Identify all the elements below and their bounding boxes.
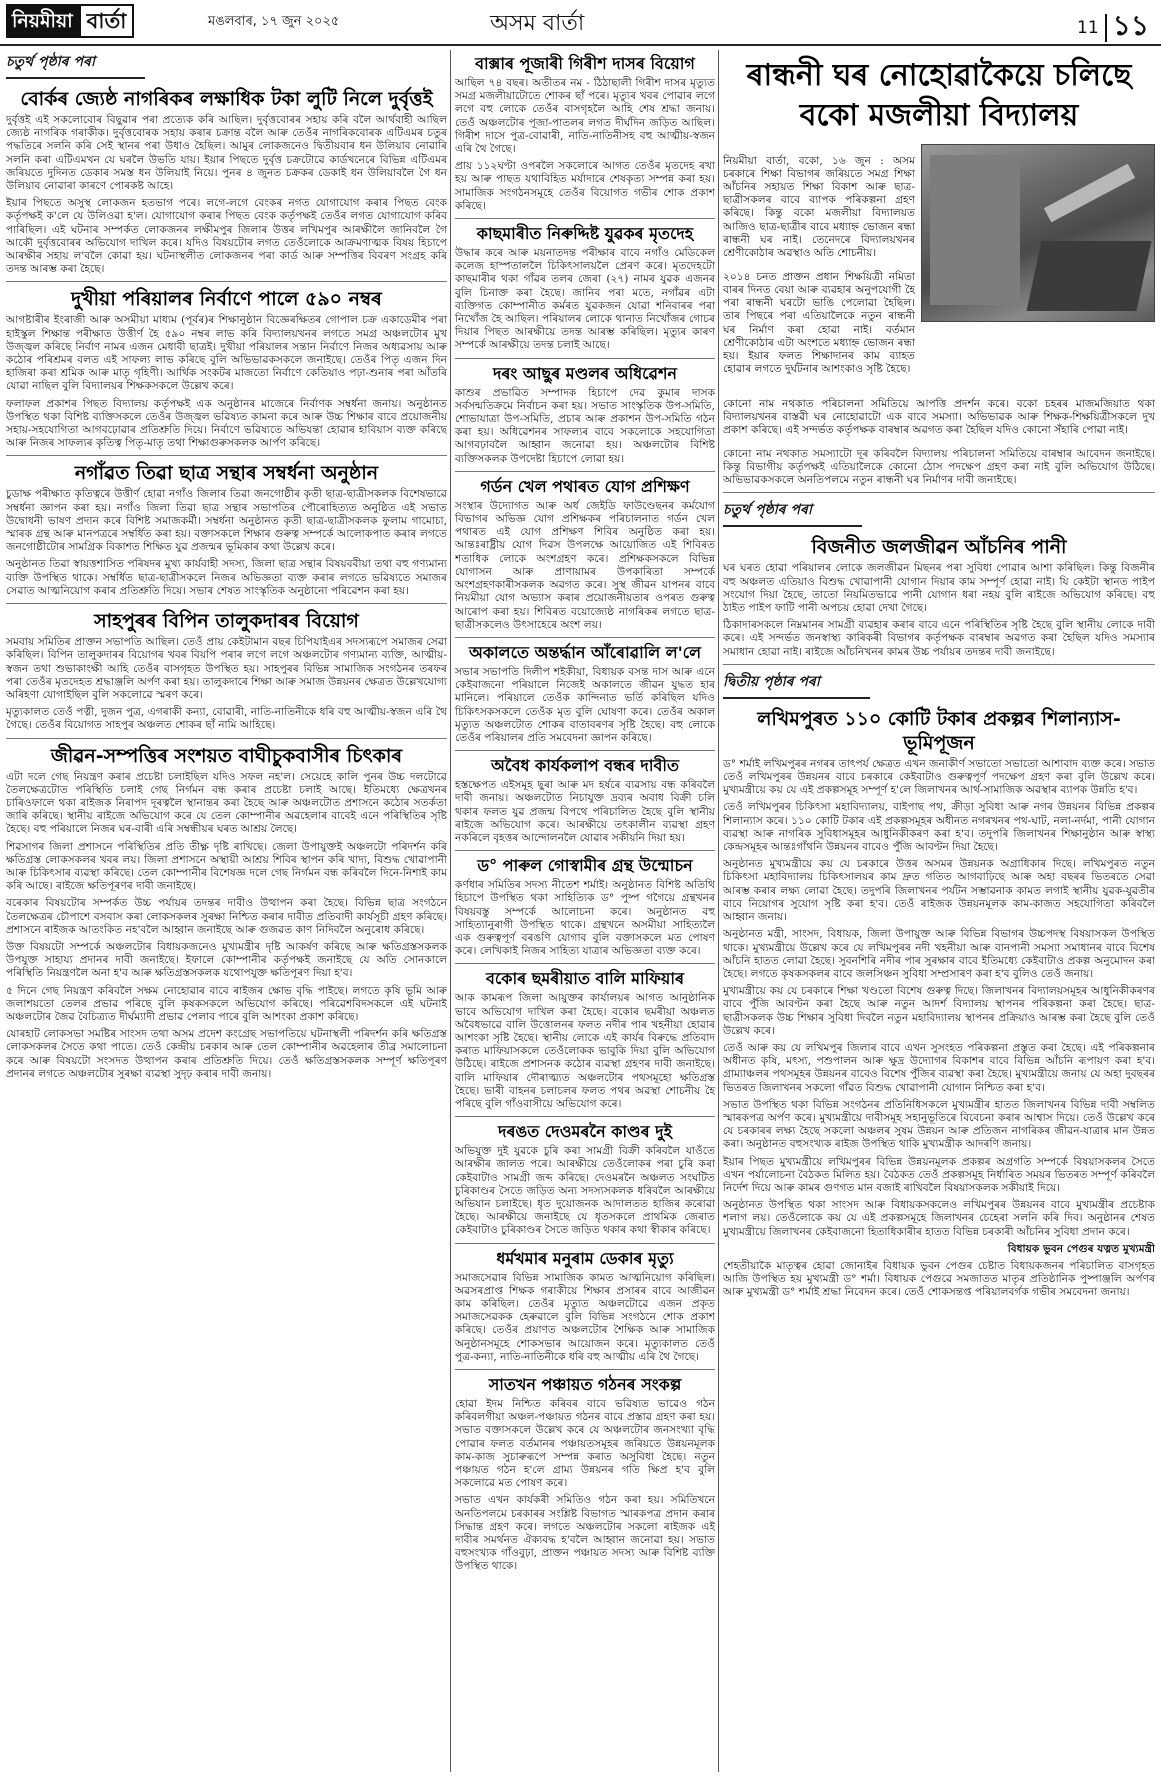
headline: জীৱন-সম্পত্তিৰ সংশয়ত বাঘীচুকবাসীৰ চিৎকাৰ [50,744,403,767]
dateline: মঙলবাৰ, ১৭ জুন ২০২৫ [208,14,340,29]
column-divider [718,50,719,1772]
headline: দৰঙত দেওমৰনৈ কাণ্ডৰ দুই [498,1122,672,1142]
article-paragraph: কৰ্ণধাৰ সমিতিৰ সদস্য নীতেশ শৰ্মাই। অনুষ্ঠানত বিশিষ্ট অতিথি হিচাপে উপস্থিত থকা সাহিত্যিক ড° পুষ্প গগৈয়ে গ্ৰন্থখনৰ বিষয়বস্তু সম্পৰ্কে আলোচনা কৰে। অনুষ্ঠানত বহু সাহিত্যানুৰাগী উপস্থিত থাকে। গ্ৰন্থখনে অসমীয়া সাহিত্যলৈ এক গুৰুত্বপূৰ্ণ বৰঙণি যোগাব বুলি বক্তাসকলে মত পোষণ কৰে। লেখিকাই নিজৰ সাহিত্য যাত্ৰাৰ অভিজ্ঞতা ব্যক্ত কৰে। [455,879,715,958]
logo-part-2: বাৰ্তা [79,4,135,38]
headline: কাছমাৰীত নিৰুদ্দিষ্ট যুৱকৰ মৃতদেহ [476,224,694,244]
article-paragraph: আক কামৰূপ জিলা আয়ুক্তৰ কাৰ্যালয়ৰ আগত আনুষ্ঠানিক ভাবে অভিযোগ দাখিল কৰা হৈছে। বকোৰ ছমৰীয়া অঞ্চলত অবৈধভাৱে বালি উত্তোলনৰ ফলত নদীৰ পাৰ খহনীয়া হোৱাৰ আশংকা সৃষ্টি হৈছে। স্থানীয় লোকে এই কাৰ্যৰ বিৰুদ্ধে প্ৰতিবাদ কৰাত মাফিয়াসকলে তেওঁলোকক ভাবুকি দিয়া বুলি অভিযোগ উঠিছে। ৰাইজে প্ৰশাসনক কঠোৰ ব্যৱস্থা গ্ৰহণৰ দাবী জনাইছে। বালি মাফিয়াৰ দৌৰাত্ম্যত অঞ্চলটোৰ পথসমূহো ক্ষতিগ্ৰস্ত হৈছে। ভাৰী বাহনৰ চলাচলৰ ফলত পথৰ অৱস্থা শোচনীয় হৈ পৰিছে বুলি গাঁওবাসীয়ে অভিযোগ কৰে। [455,992,715,1110]
article-paragraph: প্ৰায় ১১২ঘণ্টা ওপৰলৈ সকলোৰে আগত তেওঁৰ মৃতদেহ ৰখা হয় আৰু পাছত যথাবিহিত মৰ্যাদাৰে শেষকৃত্য সম্পন্ন কৰা হয়। সামাজিক সংগঠনসমূহে তেওঁৰ বিয়োগত গভীৰ শোক প্ৰকাশ কৰিছে। [455,160,715,212]
article-paragraph: মৃত্যুকালত তেওঁ পত্নী, দুজন পুত্ৰ, এগৰাকী কন্যা, বোৱাৰী, নাতি-নাতিনীকে ধৰি বহু আত্মীয়-স্বজন এৰি থৈ গৈছে। তেওঁৰ বিয়োগত সাহপুৰ অঞ্চলত শোকৰ ছাঁ নামি আহিছে। [6,706,447,732]
article-paragraph: তেওঁ লখিমপুৰৰ চিকিৎসা মহাবিদ্যালয়, বাইপাছ পথ, ক্ৰীড়া সুবিধা আৰু নগৰ উন্নয়নৰ বিভিন্ন প্ৰকল্পৰ শিলান্যাস কৰে। ১১০ কোটি টকাৰ এই প্ৰকল্পসমূহৰ অধীনত নগৰখনৰ পথ-ঘাট, নলা-নৰ্দমা, পানী যোগান ব্যৱস্থা আৰু নাগৰিক সুবিধাসমূহৰ আধুনিকীকৰণ কৰা হ'ব। তদুপৰি জিলাখনৰ শিক্ষানুষ্ঠান আৰু স্বাস্থ্য কেন্দ্ৰসমূহৰ আন্তঃগাঁথনি উন্নয়নৰ বাবেও পুঁজি আবণ্টন দিয়া হৈছে। [723,801,1155,854]
divider [455,963,715,964]
article-paragraph: সভাত এখন কাৰ্যকৰী সমিতিও গঠন কৰা হয়। সমিতিখনে অনতিপলমে চৰকাৰৰ সংশ্লিষ্ট বিভাগত স্মাৰকপত্ৰ প্ৰদান কৰাৰ সিদ্ধান্ত গ্ৰহণ কৰে। লগতে অঞ্চলটোৰ সকলো ৰাইজক এই দাবীৰ সমৰ্থনত ঐক্যবদ্ধ হ'বলৈ আহ্বান জনোৱা হয়। সভাত বহুসংখ্যক গাঁওবুঢ়া, প্ৰাক্তন পঞ্চায়ত সদস্য আৰু বিশিষ্ট ব্যক্তি উপস্থিত থাকে। [455,1494,715,1573]
newspaper-logo [6,4,134,38]
article-paragraph: সমাজসেৱাৰ বিভিন্ন সামাজিক কামত আত্মনিয়োগ কৰিছিল। অৱসৰপ্ৰাপ্ত শিক্ষক গৰাকীয়ে শিক্ষাৰ প্ৰসাৰৰ বাবে আজীৱন কাম কৰিছিল। তেওঁৰ মৃত্যুত অঞ্চলটোৱে এজন প্ৰকৃত সমাজসেৱকক হেৰুৱালে বুলি বিভিন্ন সংগঠনে শোক প্ৰকাশ কৰিছে। তেওঁৰ প্ৰয়াণত অঞ্চলটোৰ শৈক্ষিক আৰু সামাজিক অনুষ্ঠানসমূহে শোকসভাৰ আয়োজন কৰে। মৃত্যুকালত তেওঁ পুত্ৰ-কন্যা, নাতি-নাতিনীকে ধৰি বহু আত্মীয় এৰি থৈ গৈছে। [455,1271,715,1363]
headline: নগাঁৱত তিৱা ছাত্ৰ সন্থাৰ সম্বৰ্ধনা অনুষ্ঠান [74,462,379,485]
subheading: বিধায়ক ভুবন পেগুৰ যত্নত মুখ্যমন্ত্ৰী [1007,1242,1155,1255]
article-paragraph: ইয়াৰ পিছত মুখ্যমন্ত্ৰীয়ে লখিমপুৰৰ বিভিন্ন উন্নয়নমূলক প্ৰকল্পৰ অগ্ৰগতি সম্পৰ্কে বিষয়াসকলৰ সৈতে এখন পৰ্যালোচনা বৈঠকত মিলিত হয়। বৈঠকত তেওঁ প্ৰকল্পসমূহ নিৰ্ধাৰিত সময়ৰ ভিতৰত সম্পূৰ্ণ কৰিবলৈ নিৰ্দেশ দিয়ে আৰু কামৰ গুণগত মান বজাই ৰাখিবলৈ বিষয়াসকলক সকীয়াই দিয়ে। [723,1155,1155,1194]
article-paragraph: শিৱসাগৰ জিলা প্ৰশাসনে পৰিস্থিতিৰ প্ৰতি তীক্ষ্ণ দৃষ্টি ৰাখিছে। জেলা উপায়ুক্তই অঞ্চলটো পৰিদৰ্শন কৰি ক্ষতিগ্ৰস্ত লোকসকলৰ খবৰ লয়। জিলা প্ৰশাসনে অস্থায়ী আশ্ৰয় শিবিৰ স্থাপন কৰি খাদ্য, বিশুদ্ধ খোৱাপানী আৰু চিকিৎসাৰ ব্যৱস্থা কৰিছে। তেল কোম্পানীৰ বিশেষজ্ঞ দলে গেছ নিৰ্গমন বন্ধ কৰিবলৈ দিনে-নিশাই কাম কৰি আছে। ৰাইজে ক্ষতিপূৰণৰ দাবী জনাইছে। [6,840,447,893]
headline: অবৈধ কাৰ্যকলাপ বন্ধৰ দাবীত [491,756,679,776]
article-paragraph: ঠিকাদাৰসকলে নিম্নমানৰ সামগ্ৰী ব্যৱহাৰ কৰাৰ বাবে এনে পৰিস্থিতিৰ সৃষ্টি হৈছে বুলি স্থানীয় লোকে দাবী কৰে। এই সন্দৰ্ভত জনস্বাস্থ্য কাৰিকৰী বিভাগৰ কৰ্তৃপক্ষক বাৰম্বাৰ অৱগত কৰা হৈছিল যদিও সমস্যাৰ সমাধান হোৱা নাই। ৰাইজে আঁচনিখনৰ কামৰ উচ্চ পৰ্যায়ৰ তদন্তৰ দাবী জনাইছে। [723,619,1155,658]
divider [455,850,715,851]
logo-part-1: নিয়মীয়া [6,4,79,38]
divider [723,492,1155,493]
article-paragraph: ড° শৰ্মাই লখিমপুৰৰ নগৰৰ তাৎপৰ্য ক্ষেত্ৰত এখন জনাকীৰ্ণ সভাতো সভাতো আশাবাদ ব্যক্ত কৰে। সভাত তেওঁ লখিমপুৰৰ উন্নয়নৰ বাবে চৰকাৰে কেইবাটাও গুৰুত্বপূৰ্ণ পদক্ষেপ গ্ৰহণ কৰা বুলি উল্লেখ কৰে। মুখ্যমন্ত্ৰীয়ে কয় যে এই প্ৰকল্পসমূহ সম্পূৰ্ণ হ'লে জিলাখনৰ আৰ্থ-সামাজিক অৱস্থাৰ ব্যাপক উন্নতি হ'ব। [723,757,1155,797]
lead-headline: ৰান্ধনী ঘৰ নোহোৱাকৈয়ে চলিছে বকো মজলীয়া বিদ্যালয় [746,58,1132,133]
divider [6,603,447,604]
divider [455,750,715,751]
article-paragraph: ঘৰ ঘৰত হোৱা পৰিয়ালৰ লোকে জলজীৱন মিছনৰ পৰা সুবিধা পোৱাৰ আশা কৰিছিল। কিন্তু বিজনীৰ বহু অঞ্চলত এতিয়াও বিশুদ্ধ খোৱাপানী যোগান দিয়াৰ কাম সম্পূৰ্ণ হোৱা নাই। যি কেইটা স্থানত পাইপ সংযোগ দিয়া হৈছে, তাতো নিয়মিতভাৱে পানী যোগান ধৰা নহয় বুলি ৰাইজে অভিযোগ কৰিছে। বহু ঠাইত পাইপ ফাটি পানী অপচয় হোৱা দেখা গৈছে। [723,562,1155,615]
news-photo [921,144,1155,322]
article-paragraph: সভাত উপস্থিত থকা বিভিন্ন সংগঠনৰ প্ৰতিনিধিসকলে মুখ্যমন্ত্ৰীৰ হাতত জিলাখনৰ বিভিন্ন দাবী সম্বলিত স্মাৰকপত্ৰ অৰ্পণ কৰে। মুখ্যমন্ত্ৰীয়ে দাবীসমূহ সহানুভূতিৰে বিবেচনা কৰাৰ আশ্বাস দিয়ে। তেওঁ উল্লেখ কৰে যে চৰকাৰৰ লক্ষ্য হৈছে সকলো অঞ্চলৰ সুষম উন্নয়ন আৰু প্ৰতিজন নাগৰিকৰ জীৱন-যাত্ৰাৰ মান উন্নত কৰা। অনুষ্ঠানত বহুসংখ্যক ৰাইজ উপস্থিত থাকি মুখ্যমন্ত্ৰীক আদৰণি জনায়। [723,1098,1155,1151]
divider [455,637,715,638]
article-paragraph: হস্তক্ষেপত এইসমূহ ছুৰা আৰু মদ হৰ্ষৰে ব্যৱসায় বন্ধ কৰিবলৈ দাবী জনায়। অঞ্চলটোত নিচাযুক্ত দ্ৰব্যৰ অবাধ বিক্ৰী চলি থকাৰ ফলত যুৱ প্ৰজন্ম বিপথে পৰিচালিত হৈছে বুলি স্থানীয় ৰাইজে অভিযোগ কৰে। আৰক্ষীয়ে তৎকালীন ব্যৱস্থা গ্ৰহণ নকৰিলে বৃহত্তৰ আন্দোলনলৈ যোৱাৰ সকীয়নি দিয়া হয়। [455,779,715,844]
continued-label: দ্বিতীয় পৃষ্ঠাৰ পৰা [723,670,870,699]
article-paragraph: শেহতীয়াকৈ মাতৃত্বৰ হোৱা জোনাইৰ বিধায়ক ভুবন পেগুৰ চেষ্টাত বিধায়কজনৰ পৰিচালিত বাসগৃহত আজি উপস্থিত হয় মুখ্যমন্ত্ৰী ড° শৰ্মা। বিধায়ক পেগুৱে সমজাতত মাতৃৰ প্ৰতিষ্ঠানিক পুষ্পাঞ্জলি অৰ্পণৰ আৰু মুখ্যমন্ত্ৰী ড° শৰ্মাই শ্ৰদ্ধা নিবেদন কৰে। তেওঁ শোকসন্তপ্ত পৰিয়ালবৰ্গক গভীৰ সমবেদনা জনায়। [723,1259,1155,1299]
headline: অকালতে অন্তৰ্দ্ধান আঁৰোৱালি ল'লে [468,642,702,662]
headline: সাতখন পঞ্চায়ত গঠনৰ সংকল্প [488,1375,682,1395]
page-number [1077,4,1149,51]
article-paragraph: চুডাক্ষ পৰীক্ষাত কৃতিত্বৰে উত্তীৰ্ণ হোৱা নগাঁও জিলাৰ তিৱা জনগোষ্ঠীৰ কৃতী ছাত্ৰ-ছাত্ৰীসকলক বিশেষভাৱে সম্বৰ্ধনা জ্ঞাপন কৰা হয়। নগাঁও জিলা তিৱা ছাত্ৰ সন্থাৰ সভাপতিৰ পৌৰোহিত্যত অনুষ্ঠিত এই সভাত উদ্বোধনী ভাষণ প্ৰদান কৰে বিশিষ্ট সমাজকৰ্মী। সম্বৰ্ধনা অনুষ্ঠানত কৃতী ছাত্ৰ-ছাত্ৰীসকলক ফুলাম গামোচা, স্মাৰক গ্ৰন্থ আৰু মানপত্ৰৰে সম্বৰ্ধিত কৰা হয়। বক্তাসকলে শিক্ষাৰ গুৰুত্ব সম্পৰ্কে আলোকপাত কৰাৰ লগতে জনগোষ্ঠীটোৰ সামগ্ৰিক বিকাশত শিক্ষিত যুৱ প্ৰজন্মৰ ভূমিকাৰ কথা উল্লেখ কৰে। [6,488,447,554]
column-divider [450,50,451,1772]
section-title: অসম বাৰ্তা [490,11,585,36]
article-paragraph: সভাৰ সভাপতি দিলীপ শইকীয়া, বিধায়ক বসন্ত দাস আৰু এনে কেইবাজনো পৰিয়ালে নিজেই অকালতে জীৱন যুদ্ধত হাৰ মানিলে। পৰিয়ালে তেওঁক কান্দিনাত ভৰ্তি কৰিছিল যদিও চিকিৎসকসকলে তেওঁক মৃত বুলি ঘোষণা কৰে। তেওঁৰ অকাল মৃত্যুত অঞ্চলটোত শোকৰ বাতাবৰণৰ সৃষ্টি হৈছে। বহু লোকে তেওঁৰ পৰিয়ালৰ প্ৰতি সমবেদনা জ্ঞাপন কৰিছে। [455,665,715,744]
column-middle [455,50,715,1770]
photo-wall-shape [930,155,1020,305]
masthead [0,0,1161,46]
article-paragraph: হোৱা ইদম নিশ্চিত কৰিবৰ বাবে ভৱিষ্যত ভাৱেও গঠন কৰিবলগীয়া অঞ্চল-পঞ্চায়ত গঠনৰ বাবে প্ৰস্তাৱ গ্ৰহণ কৰা হয়। সভাত বক্তাসকলে উল্লেখ কৰে যে অঞ্চলটোৰ জনসংখ্যা বৃদ্ধি পোৱাৰ ফলত বৰ্তমানৰ পঞ্চায়তসমূহৰ জৰিয়তে উন্নয়নমূলক কাম-কাজ সুচাৰুৰূপে সম্পন্ন কৰাত অসুবিধা হৈছে। নতুন পঞ্চায়ত গঠন হ'লে গ্ৰাম্য উন্নয়নৰ গতি ক্ষিপ্ৰ হ'ব বুলি সকলোৱে মত পোষণ কৰে। [455,1398,715,1490]
article-paragraph: কোনো নাম নথকাত সমস্যাটো দূৰ কৰিবলৈ বিদ্যালয় পৰিচালনা সমিতিয়ে বাৰম্বাৰ আবেদন জনাইছে। কিন্তু বিভাগীয় কৰ্তৃপক্ষই এতিয়ালৈকে কোনো ঠোস পদক্ষেপ গ্ৰহণ কৰা নাই বুলি অভিযোগ উঠিছে। অভিভাৱকসকলে অনতিপলমে নতুন ৰান্ধনী ঘৰ নিৰ্মাণৰ দাবী জনাইছে। [723,447,1155,487]
article-paragraph: এটা দলে গেছ নিয়ন্ত্ৰণ কৰাৰ প্ৰচেষ্টা চলাইছিল যদিও সফল নহ'ল। সেয়েহে কালি পুনৰ উচ্চ দলটোৱে তৈলক্ষেত্ৰটোত পৰিস্থিতি চলাই গেছ নিৰ্গমন বন্ধ কৰাৰ প্ৰচেষ্টা চলাই আছে। ইতিমধ্যে ক্ষেত্ৰখনৰ চাৰিওফালে থকা ৰাইজক নিৰাপদ দূৰত্বলৈ স্থানান্তৰ কৰা হৈছে আৰু অঞ্চলটোত প্ৰশাসনে কঠোৰ সতৰ্কতা জাৰি কৰিছে। স্থানীয় ৰাইজে অভিযোগ কৰে যে তেল কোম্পানীৰ অৱহেলাৰ বাবেই এনে পৰিস্থিতিৰ সৃষ্টি হৈছে। বহু পৰিয়ালে নিজৰ ঘৰ-বাৰী এৰি সম্বন্ধীয়ৰ ঘৰত আশ্ৰয় লৈছে। [6,770,447,836]
headline: দুখীয়া পৰিয়ালৰ নিৰ্বাণে পালে ৫৯০ নম্বৰ [71,288,382,311]
headline: বোৰ্কৰ জ্যেষ্ঠ নাগৰিকৰ লক্ষাধিক টকা লুটি নিলে দুৰ্বৃত্তই [20,88,433,110]
continued-label: চতুৰ্থ পৃষ্ঠাৰ পৰা [6,50,145,79]
divider [723,664,1155,665]
article-paragraph: ৫ দিনে গেছ নিয়ন্ত্ৰণ কৰিবলৈ সক্ষম নোহোৱাৰ বাবে ৰাইজৰ ক্ষোভ বৃদ্ধি পাইছে। লগতে কৃষি ভূমি আৰু জলাশয়তো তেলৰ প্ৰভাৱ পৰিছে বুলি কৃষকসকলে অভিযোগ কৰিছে। পৰিৱেশবিদসকলে এই ঘটনাই অঞ্চলটোৰ জৈৱ বৈচিত্ৰ্যত দীৰ্ঘম্যাদী প্ৰভাৱ পেলাব পাৰে বুলি আশংকা প্ৰকাশ কৰিছে। [6,984,447,1023]
article-paragraph: উদ্ধাৰ কৰে আৰু ময়নাতদন্ত পৰীক্ষাৰ বাবে নগাঁও মেডিকেল কলেজ হাস্পতাললৈ চিকিৎসালয়লৈ প্ৰেৰণ কৰে। মৃতদেহটো কাছমাৰীৰ থকা গাঁৱৰ তলৰ জেৰা (২৭) নামৰ যুৱক এজনৰ বুলি চিনাক্ত কৰা হৈছে। জানিব পৰা মতে, নগাঁৱৰ এটা ব্যক্তিগত কোম্পানীত কৰ্মৰত যুৱকজন যোৱা শনিবাৰৰ পৰা নিখোঁজ হৈ আছিল। পৰিয়ালৰ লোকে থানাত নিখোঁজৰ গোচৰ দিয়াৰ পিছত আৰক্ষীয়ে তদন্ত আৰম্ভ কৰিছিল। মৃত্যুৰ কাৰণ সম্পৰ্কে আৰক্ষীয়ে তদন্ত চলাই আছে। [455,247,715,352]
article-paragraph: মুখ্যমন্ত্ৰীয়ে কয় যে চৰকাৰে শিক্ষা খণ্ডতো বিশেষ গুৰুত্ব দিছে। জিলাখনৰ বিদ্যালয়সমূহৰ আধুনিকীকৰণৰ বাবে পুঁজি আবণ্টন কৰা হৈছে আৰু নতুন আদৰ্শ বিদ্যালয় স্থাপনৰ পৰিকল্পনা কৰা হৈছে। ছাত্ৰ-ছাত্ৰীসকলক উচ্চ শিক্ষাৰ সুবিধা দিবলৈ নতুন মহাবিদ্যালয় স্থাপনৰ প্ৰক্ৰিয়াও আৰম্ভ কৰা হৈছে বুলি তেওঁ উল্লেখ কৰে। [723,985,1155,1037]
article-paragraph: আছিল ৭৪ বছৰ। অতীতৰ নম - ঠিঠাছালী গিৰীশ দাসৰ মৃত্যুত সমগ্ৰ মজলীয়াটোতে শোকৰ ছাঁ পৰে। মৃত্যুৰ খবৰ পোৱাৰ লগে লগে বহু লোকে তেওঁৰ বাসগৃহলৈ আহি শেষ শ্ৰদ্ধা জনায়। তেওঁ অঞ্চলটোৰ পূজা-পাতলৰ লগত দীৰ্ঘদিন জড়িত আছিল। গিৰীশ দাসে পুত্ৰ-বোৱাৰী, নাতি-নাতিনীসহ বহু আত্মীয়-স্বজন এৰি থৈ গৈছে। [455,77,715,156]
headline: লখিমপুৰত ১১০ কোটি টকাৰ প্ৰকল্পৰ শিলান্যাস-ভূমিপূজন [757,707,1121,754]
article-paragraph: যোৰহাট লোকসভা সমষ্টিৰ সাংসদ তথা অসম প্ৰদেশ কংগ্ৰেছ সভাপতিয়ে ঘটনাস্থলী পৰিদৰ্শন কৰি ক্ষতিগ্ৰস্ত লোকসকলৰ সৈতে কথা পাতে। তেওঁ কেন্দ্ৰীয় চৰকাৰ আৰু তেল কোম্পানীৰ অৱহেলাৰ তীব্ৰ সমালোচনা কৰে আৰু বিষয়টো সংসদত উত্থাপন কৰাৰ প্ৰতিশ্ৰুতি দিয়ে। তেওঁ ক্ষতিগ্ৰস্তসকলক সম্পূৰ্ণ ক্ষতিপূৰণ প্ৰদানৰ লগতে অঞ্চলটোৰ সুৰক্ষা ব্যৱস্থা সুদৃঢ় কৰাৰ দাবী জনায়। [6,1028,447,1080]
article-paragraph: অনুষ্ঠানত তিৱা স্বায়ত্তশাসিত পৰিষদৰ মুখ্য কাৰ্যবাহী সদস্য, জিলা ছাত্ৰ সন্থাৰ বিষয়ববীয়া তথা বহু গণ্যমান্য ব্যক্তি উপস্থিত থাকে। সম্বৰ্ধিত ছাত্ৰ-ছাত্ৰীসকলে নিজৰ অভিজ্ঞতা ব্যক্ত কৰাৰ লগতে ভৱিষ্যতে সমাজৰ সেৱাত আত্মনিয়োগ কৰাৰ প্ৰতিশ্ৰুতি দিয়ে। সভাৰ শেষত সাংস্কৃতিক অনুষ্ঠানো পৰিৱেশন কৰা হয়। [6,558,447,597]
headline: দৰং আছুৰ মণ্ডলৰ অধিৱেশন [493,363,677,383]
page-number-divider [1105,14,1107,42]
headline: বিজনীত জলজীৱন আঁচনিৰ পানী [811,536,1067,559]
divider [6,738,447,739]
lead-article-top [723,144,1155,387]
article-paragraph: নিয়মীয়া বাৰ্তা, বকো, ১৬ জুন : অসম চৰকাৰে শিক্ষা বিভাগৰ জৰিয়তে সমগ্ৰ শিক্ষা আঁচনিৰ সহায়ত শিক্ষা বিকাশ আৰু ছাত্ৰ-ছাত্ৰীসকলৰ বাবে ব্যাপক পৰিকল্পনা গ্ৰহণ কৰিছে। কিন্তু বকো মজলীয়া বিদ্যালয়ত আজিও ছাত্ৰ-ছাত্ৰীৰ বাবে মধ্যাহ্ন ভোজন ৰন্ধা ৰান্ধনী ঘৰ নাই। তেনেদৰে বিদ্যালয়খনৰ শ্ৰেণীকোঠাৰ অৱস্থাও অতি শোচনীয়। [723,154,915,260]
column-right [723,50,1155,1770]
headline: ড° পাৰুল গোস্বামীৰ গ্ৰন্থ উন্মোচন [477,856,693,876]
photo-plank-shape [1044,164,1135,223]
article-paragraph: অনুষ্ঠানত মুখ্যমন্ত্ৰীয়ে কয় যে চৰকাৰে উত্তৰ অসমৰ উন্নয়নক অগ্ৰাধিকাৰ দিছে। লখিমপুৰত নতুন চিকিৎসা মহাবিদ্যালয় চিকিৎসালয়ৰ কাম দ্ৰুত গতিত আগবাঢ়িছে আৰু অহা বছৰৰ ভিতৰতে সেৱা আৰম্ভ কৰাৰ লক্ষ্য লোৱা হৈছে। তদুপৰি জিলাখনৰ পৰ্যটন সম্ভাৱনাক কামত লগাই স্থানীয় যুৱক-যুৱতীৰ বাবে নিয়োগৰ সুযোগ সৃষ্টি কৰা হ'ব। তেওঁ ৰাইজক উন্নয়নমূলক কাম-কাজত সহযোগিতা কৰিবলৈ আহ্বান জনায়। [723,858,1155,924]
article-paragraph: উক্ত বিষয়টো সম্পৰ্কে অঞ্চলটোৰ বিধায়কজনেও মুখ্যমন্ত্ৰীৰ দৃষ্টি আকৰ্ষণ কৰিছে আৰু ক্ষতিগ্ৰস্তসকলক উপযুক্ত সাহায্য প্ৰদানৰ দাবী জনাইছে। ইফালে কোম্পানীৰ কৰ্তৃপক্ষই জনাইছে যে অতি সোনকালে পৰিস্থিতি নিয়ন্ত্ৰণলৈ অনা হ'ব আৰু ক্ষতিগ্ৰস্তসকলক যথোপযুক্ত ক্ষতিপূৰণ দিয়া হ'ব। [6,940,447,980]
lead-article-intro [723,144,915,387]
headline: গৰ্ডন খেল পথাৰত যোগ প্ৰশিক্ষণ [480,476,690,496]
article-paragraph: ফলাফল প্ৰকাশৰ পিছত বিদ্যালয় কৰ্তৃপক্ষই এক অনুষ্ঠানৰ মাজেৰে নিৰ্বাণক সম্বৰ্ধনা জনায়। অনুষ্ঠানত উপস্থিত থকা বিশিষ্ট ব্যক্তিসকলে তেওঁৰ উজ্জ্বল ভৱিষ্যত কামনা কৰে আৰু উচ্চ শিক্ষাৰ বাবে প্ৰয়োজনীয় সহায়-সহযোগিতা আগবঢ়োৱাৰ প্ৰতিশ্ৰুতি দিয়ে। নিৰ্বাণে ভৱিষ্যতে অভিযন্তা হোৱাৰ হাবিয়াস ব্যক্ত কৰিছে আৰু নিজৰ সাফল্যৰ কৃতিত্ব পিতৃ-মাতৃ তথা শিক্ষাগুৰুসকলক আৰ্পণ কৰিছে। [6,397,447,450]
divider [455,471,715,472]
article-paragraph: ইয়াৰ পিছতে অসুস্থ লোকজন হতভাগ পৰে। লগে-লগে বেংকৰ নগত যোগাযোগ কৰাৰ পিছত বেংক কৰ্তৃপক্ষই ক'লে যে উলিওৱা হ'ল। যোগাযোগ কৰাৰ পিছত বেংক কৰ্তৃপক্ষই তেওঁৰ লগত যোগাযোগ কৰিব পাৰিছিল। এই ঘটনাৰ সম্পৰ্কত লোকজনৰ লক্ষীমপুৰ জিলাৰ উত্তৰ লখিমপুৰ আৰক্ষীলৈ জানিবলৈ গৈ আকৌ দুৰ্বৃত্তবোৰৰ অভিযোগ দাখিল কৰে। যদিও বিষয়টোৰ লগত তেওঁলোকে আক্ৰমণাত্মক বিষয় হিচাপে আৰক্ষীৰ সহায় ল'বলৈ কোৱা হয়। ঘটনাস্থলীত লোকজনৰ পৰা কাৰ্ড আৰু সম্পত্তিৰ বিবৰণ সংগ্ৰহ কৰি তদন্ত আৰম্ভ কৰা হৈছে। [6,197,447,276]
article-paragraph: দুৰ্বৃত্তই এই সকলোবোৰ বিছুৱাৰ পৰা প্ৰত্যেক কৰি আছিল। দুৰ্বৃত্তবোৰৰ সহায় কৰি বলৈ আৰ্থবাহী আছিল জ্যেষ্ঠ নাগৰিক গৰাকীক। দুৰ্বৃত্তবোৰক সহায় কৰাৰ চক্ৰান্ত বলৈ আৰু তেওঁৰ নাগৰিকবোৰক এটিএমৰ চতুৰ পদ্ধতিৰে সলনি কৰি সেই স্থানৰ পৰা উধাও হৈছিল। আমুৰ লোকজনেও দ্বিতীয়বাৰ ধন উলিয়াব নোৱাৰি সলনি কৰা এটিএমখন যে ঘৰলৈ উভতি যায়। ইয়াৰ পিছতে দুৰ্বৃত্ত চক্ৰটোৱে কাৰ্ডখনেৰে বিভিন্ন এটিএমৰ জৰিয়তে দুদিনত ডেকাৰ সমস্ত ধন উলিয়াই নিয়ে। পুনৰ ৪ জুনত চক্ৰকৰ ডেকাই ধন উলিয়াবলৈ গৈ ধন উলিয়াব নোৱাৰা কাৰণে পোৰকষ্ট আহে। [6,114,447,193]
divider [455,358,715,359]
headline: বাক্সাৰ পূজাৰী গিৰীশ দাসৰ বিয়োগ [475,54,695,73]
divider [455,1369,715,1370]
headline: ধৰ্মখমাৰ মনুৰাম ডেকাৰ মৃত্যু [496,1248,674,1268]
divider [455,1243,715,1244]
photo-caption: কোনো নাম নথকাত পৰিচালনা সমিতিয়ে আপত্তি প্ৰদৰ্শন কৰে। বকো চহৰৰ মাজমজিয়াত থকা বিদ্যালয়খনৰ বাস্তৱী ঘৰ নোহোৱাটো এক বাবে সমস্যা। অভিভাৱক আৰু শিক্ষক-শিক্ষয়িত্ৰীসকলে দুখ প্ৰকাশ কৰিছে। এই সন্দৰ্ভত কৰ্তৃপক্ষক বাৰম্বাৰ অৱগত কৰা হৈছিল যদিও কোনো সঁহাৰি পোৱা নাই। [723,397,1155,437]
article-paragraph: সমবায় সমিতিৰ প্ৰাক্তন সভাপতি আছিল। তেওঁ প্ৰায় কেইটামান বছৰ চিপিযাইএৰ সদস্যৰূপে সমাজৰ সেৱা কৰিছিল। বিপিন তালুকদাৰৰ বিয়োগৰ খবৰ বিয়পি পৰাৰ লগে লগে অঞ্চলটোৰ গণ্যমান্য ব্যক্তি, আত্মীয়-স্বজন তথা শুভাকাংক্ষী আহি তেওঁৰ বাসগৃহত উপস্থিত হয়। সাহপুৰৰ বিভিন্ন সামাজিক সংগঠনৰ তৰফৰ পৰা তেওঁৰ মৃতদেহত শ্ৰদ্ধাঞ্জলি অৰ্পণ কৰা হয়। তালুকদাৰে শিক্ষা আৰু সমাজ উন্নয়নৰ ক্ষেত্ৰত উল্লেখযোগ্য অৰিহণা যোগাইছিল বুলি সকলোৱে স্মৰণ কৰে। [6,636,447,701]
photo-debris-shape [1027,241,1152,311]
article-paragraph: বৰেকাৰ বিষয়টোৰ সম্পৰ্কত উচ্চ পৰ্যায়ৰ তদন্তৰ দাবীও উত্থাপন কৰা হৈছে। বিভিন্ন ছাত্ৰ সংগঠনে তৈলক্ষেত্ৰৰ চৌপাশে বসবাস কৰা লোকসকলৰ সুৰক্ষা নিশ্চিত কৰাৰ দাবীত প্ৰতিবাদী কাৰ্যসূচী গ্ৰহণ কৰিছে। প্ৰশাসনে ৰাইজক আতংকিত নহ'বলৈ আহ্বান জনাইছে আৰু গুজৱত কাণ নিদিবলৈ অনুৰোধ কৰিছে। [6,897,447,936]
article-paragraph: অনুষ্ঠানত উপস্থিত থকা সাংসদ আৰু বিধায়কসকলেও লখিমপুৰৰ উন্নয়নৰ বাবে মুখ্যমন্ত্ৰীৰ প্ৰচেষ্টাক শলাগ লয়। তেওঁলোকে কয় যে এই প্ৰকল্পসমূহে জিলাখনৰ চেহেৰা সলনি কৰি দিব। অনুষ্ঠানৰ শেষত মুখ্যমন্ত্ৰীয়ে জিলাখনৰ কেইবাজনো হিতাধিকাৰীৰ হাতত বিভিন্ন চৰকাৰী আঁচনিৰ সুবিধা প্ৰদান কৰে। [723,1199,1155,1238]
continued-label: চতুৰ্থ পৃষ্ঠাৰ পৰা [723,498,862,527]
article-paragraph: অভিযুক্ত দুই যুৱকে চুৰি কৰা সামগ্ৰী বিক্ৰী কৰিবলৈ যাওঁতে আৰক্ষীৰ জালত পৰে। আৰক্ষীয়ে তেওঁলোকৰ পৰা চুৰি কৰা কেইবাটাও সামগ্ৰী জব্দ কৰিছে। দেওমৰনৈ অঞ্চলত সংঘটিত চুৰিকাণ্ডৰ সৈতে জড়িত অন্য সদস্যসকলক ধৰিবলৈ আৰক্ষীয়ে অভিযান চলাইছে। ধৃত দুয়োজনক আদালতত হাজিৰ কৰোৱা হৈছে। আৰক্ষীয়ে জনাইছে যে ধৃতসকলে প্ৰাথমিক জেৰাত কেইবাটাও চুৰিকাণ্ডৰ সৈতে জড়িত থকাৰ কথা স্বীকাৰ কৰিছে। [455,1145,715,1237]
article-paragraph: অনুষ্ঠানত মন্ত্ৰী, সাংসদ, বিধায়ক, জিলা উপায়ুক্ত আৰু বিভিন্ন বিভাগৰ উচ্চপদস্থ বিষয়াসকল উপস্থিত থাকে। মুখ্যমন্ত্ৰীয়ে উল্লেখ কৰে যে লখিমপুৰৰ নদী খহনীয়া আৰু বানপানী সমস্যা সমাধানৰ বাবে বিশেষ আঁচনি হাতত লোৱা হৈছে। সুবনশিৰি নদীৰ পাৰ সুৰক্ষাৰ বাবে ইতিমধ্যে কেইবাটাও প্ৰকল্প অনুমোদন কৰা হৈছে। লগতে কৃষকসকলৰ বাবে জলসিঞ্চন সুবিধা সম্প্ৰসাৰণ কৰা হ'ব বুলিও তেওঁ জনায়। [723,928,1155,980]
column-left [6,50,447,1770]
headline: সাহপুৰৰ বিপিন তালুকদাৰৰ বিয়োগ [94,610,359,633]
divider [455,1116,715,1117]
article-paragraph: সংস্থাৰ উদ্যোগত আৰু অৰ্ধ জেইডি ফাউণ্ডেছনৰ কৰ্মযোগ বিভাগৰ অভিজ্ঞ যোগ প্ৰশিক্ষকৰ পৰিচালনাত গৰ্ডন খেল পথাৰত এই যোগ প্ৰশিক্ষণ শিবিৰ অনুষ্ঠিত কৰা হয়। আন্তঃৰাষ্ট্ৰীয় যোগ দিৱস উপলক্ষে আয়োজিত এই শিবিৰত শতাধিক লোকে অংশগ্ৰহণ কৰে। প্ৰশিক্ষকসকলে বিভিন্ন যোগাসন আৰু প্ৰাণায়ামৰ উপকাৰিতা সম্পৰ্কে অংশগ্ৰহণকাৰীসকলক অৱগত কৰে। সুস্থ জীৱন যাপনৰ বাবে নিয়মীয়া যোগ অভ্যাস কৰাৰ প্ৰয়োজনীয়তাৰ ওপৰত গুৰুত্ব আৰোপ কৰা হয়। শিবিৰত বয়োজ্যেষ্ঠ নাগৰিকৰ লগতে ছাত্ৰ-ছাত্ৰীসকলেও উৎসাহেৰে অংশ লয়। [455,499,715,631]
page-number-assamese: ১১ [1112,9,1149,42]
article-paragraph: আগষ্টাৰীৰ ইংৰাজী আৰু অসমীয়া মাধ্যম (পূৰ্বৰ)ৰ শিক্ষানুষ্ঠান বিজ্ঞেৰক্ষিতৰ গোপাল চক্ৰ একাডেমীৰ পৰা হাইস্কুল শিক্ষান্ত পৰীক্ষাত উত্তীৰ্ণ হৈ ৫৯০ নম্বৰ লাভ কৰি বিদ্যালয়খনৰ লগতে সমগ্ৰ অঞ্চলটোৰ মুখ উজ্জ্বল কৰিছে নিৰ্বাণ নামৰ এজন মেধাবী ছাত্ৰই। দুখীয়া পৰিয়ালৰ সন্তান নিৰ্বাণে নিজৰ অধ্যৱসায় আৰু কঠোৰ পৰিশ্ৰমৰ বলত এই সাফল্য লাভ কৰিছে বুলি অভিভাৱকসকলে জনাইছে। তেওঁৰ পিতৃ এজন দিন হাজিৰা কৰা শ্ৰমিক আৰু মাতৃ গৃহিণী। আৰ্থিক সংকটৰ মাজতো নিৰ্বাণে কেতিয়াও পঢ়া-শুনাৰ পৰা আঁতৰি যোৱা নাছিল বুলি বিদ্যালয়ৰ শিক্ষকসকলে উল্লেখ কৰে। [6,314,447,393]
divider [6,455,447,456]
headline: বকোৰ ছমৰীয়াত বালি মাফিয়াৰ [485,969,685,989]
article-paragraph: ২০১৪ চনত প্ৰাক্তন প্ৰধান শিক্ষয়িত্ৰী নমিতা বাৰৰ দিনত বেয়া আৰু ব্যৱহাৰ অনুপযোগী হৈ পৰা ৰান্ধনী ঘৰটো ভাঙি পেলোৱা হৈছিল। তাৰ পিছৰে পৰা এতিয়ালৈকে নতুন ৰান্ধনী ঘৰ নিৰ্মাণ কৰা হোৱা নাই। বৰ্তমান শ্ৰেণীকোঠাৰ এটা অংশতে মধ্যাহ্ন ভোজন ৰন্ধা হয়। ইয়াৰ ফলত শিক্ষাদানৰ কাম ব্যাহত হোৱাৰ লগতে দুৰ্ঘটনাৰ আশংকাও সৃষ্টি হৈছে। [723,270,915,376]
divider [455,218,715,219]
divider [6,281,447,282]
page-number-latin: 11 [1077,17,1099,38]
article-paragraph: কাশুৰ প্ৰভাৱিত সম্পাদক হিচাপে দেৱ কুমাৰ দাসক সৰ্বসন্মতিক্ৰমে নিৰ্বাচন কৰা হয়। সভাত সাংস্কৃতিক উপ-সমিতি, শোভাযাত্ৰা উপ-সমিতি, প্ৰচাৰ আৰু প্ৰকাশন উপ-সমিতি গঠন কৰা হয়। অধিৱেশনৰ সাফল্যৰ বাবে সকলোকে সহযোগিতা আগবঢ়াবলৈ আহ্বান জনোৱা হয়। অঞ্চলটোৰ বিশিষ্ট ব্যক্তিসকলক উপদেষ্টা হিচাপে লোৱা হয়। [455,386,715,465]
article-paragraph: তেওঁ আৰু কয় যে লখিমপুৰ জিলাৰ বাবে এখন সুসংহত পৰিকল্পনা প্ৰস্তুত কৰা হৈছে। এই পৰিকল্পনাৰ অধীনত কৃষি, মৎস্য, পশুপালন আৰু ক্ষুদ্ৰ উদ্যোগৰ বিকাশৰ বাবে বিভিন্ন আঁচনি ৰূপায়ণ কৰা হ'ব। গ্ৰাম্যাঞ্চলৰ পথসমূহৰ উন্নয়নৰ বাবেও বিশেষ পুঁজিৰ ব্যৱস্থা কৰা হৈছে। মুখ্যমন্ত্ৰীয়ে জনায় যে অহা দুবছৰৰ ভিতৰত জিলাখনৰ সকলো গাঁৱত বিশুদ্ধ খোৱাপানী যোগান নিশ্চিত কৰা হ'ব। [723,1041,1155,1094]
